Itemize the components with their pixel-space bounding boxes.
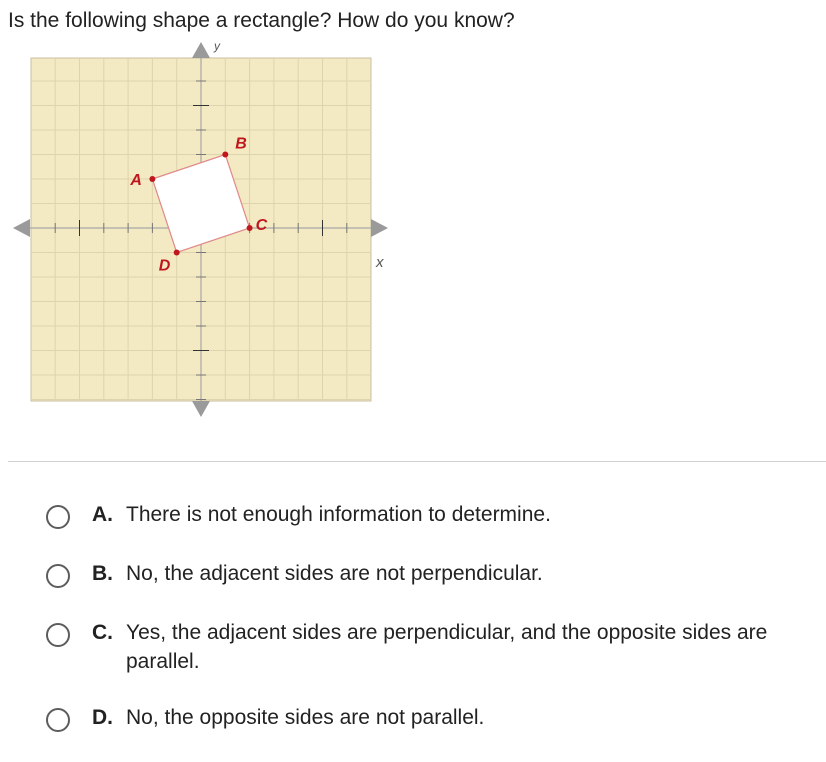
y-axis-bottom-arrow — [192, 401, 210, 417]
choice-text: There is not enough information to determine. — [126, 503, 551, 526]
coordinate-graph — [0, 30, 400, 430]
x-axis-left-arrow — [13, 219, 30, 237]
y-axis-label: y — [214, 39, 220, 53]
choice-letter: D. — [92, 706, 113, 729]
x-axis-right-arrow — [371, 219, 388, 237]
question-text: Is the following shape a rectangle? How do you know? — [8, 9, 515, 32]
answer-choices — [44, 500, 824, 762]
radio-button-b[interactable] — [46, 564, 70, 588]
choice-text: Yes, the adjacent sides are perpendicular, and the opposite sides are parallel. — [126, 621, 768, 673]
choice-text: No, the opposite sides are not parallel. — [126, 706, 485, 729]
section-divider — [8, 461, 826, 462]
point-b — [222, 152, 228, 158]
choice-letter: B. — [92, 562, 113, 585]
choice-a[interactable] — [44, 500, 824, 529]
choice-b[interactable] — [44, 559, 824, 588]
point-label-d: D — [158, 257, 171, 275]
choice-d[interactable] — [44, 703, 824, 732]
point-label-c: C — [255, 217, 268, 234]
radio-button-d[interactable] — [46, 708, 70, 732]
choice-text: No, the adjacent sides are not perpendicular. — [126, 562, 543, 585]
point-d — [174, 250, 180, 256]
choice-letter: A. — [92, 503, 113, 526]
radio-button-c[interactable] — [46, 623, 70, 647]
point-label-b: B — [235, 135, 247, 153]
point-c — [247, 225, 253, 231]
y-axis-top-arrow — [192, 42, 210, 58]
choice-letter: C. — [92, 621, 113, 644]
radio-button-a[interactable] — [46, 505, 70, 529]
x-axis-label: x — [376, 254, 384, 271]
point-label-a: A — [130, 172, 142, 189]
point-a — [149, 176, 155, 182]
choice-c[interactable] — [44, 618, 824, 676]
